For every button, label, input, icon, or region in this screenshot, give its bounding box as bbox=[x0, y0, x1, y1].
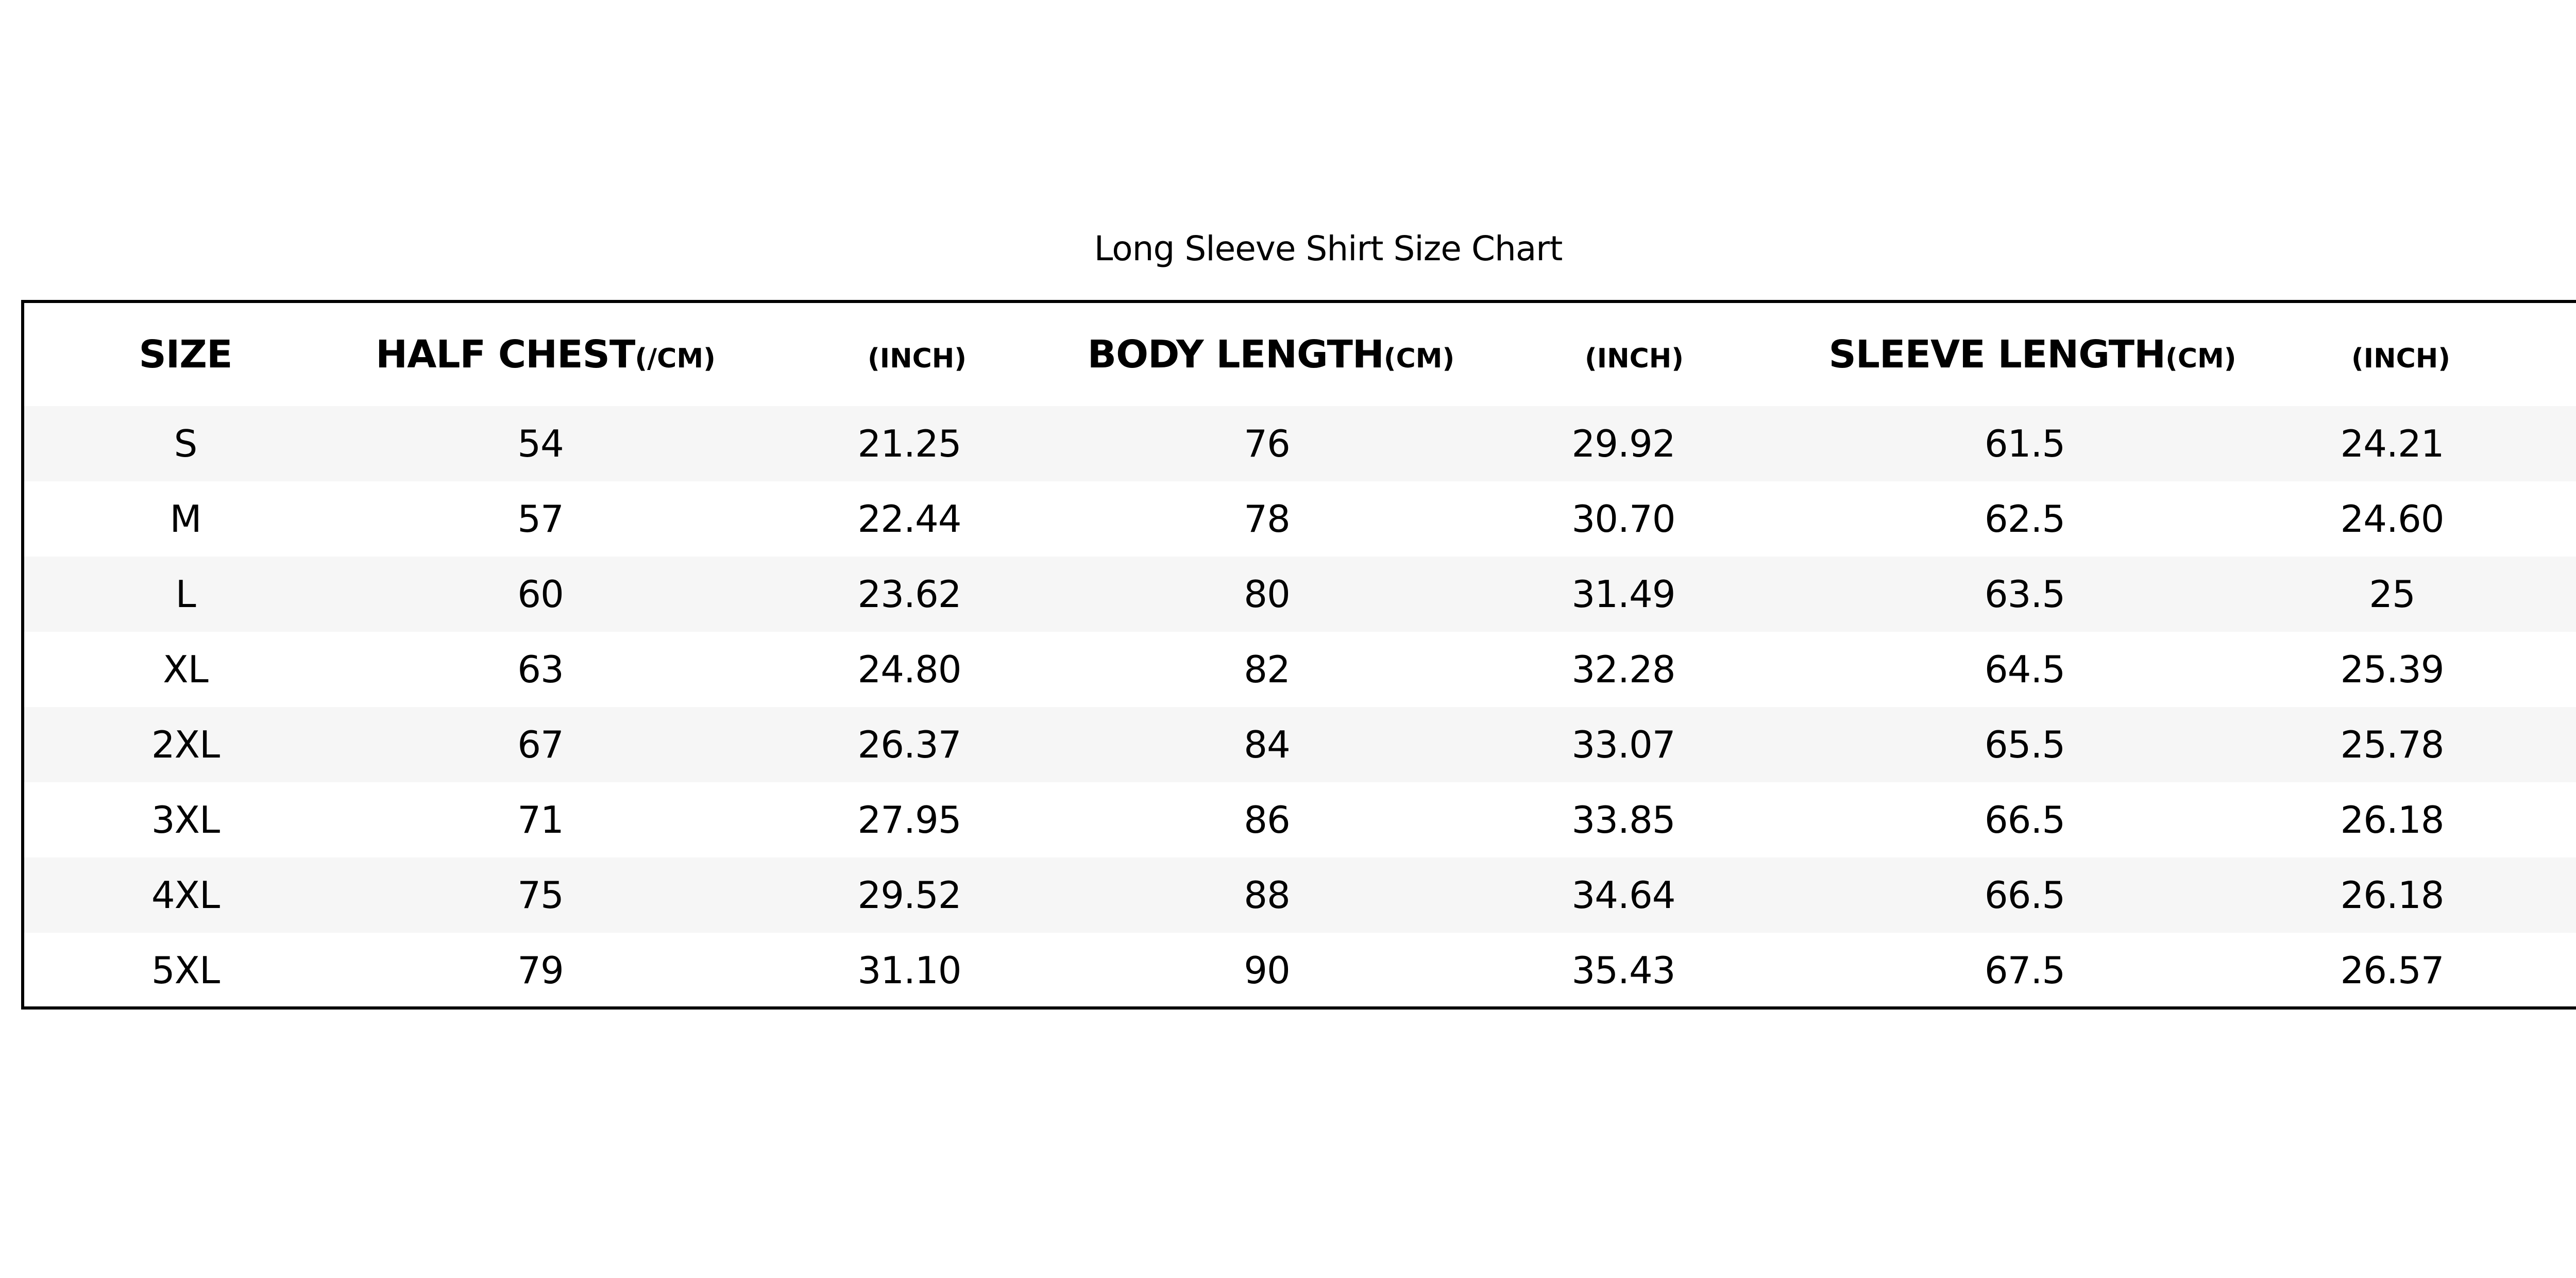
sleeve-length-cm-cell: 64.5 bbox=[1984, 648, 2065, 691]
body-length-inch-cell: 31.49 bbox=[1571, 573, 1675, 616]
sleeve-length-cm-cell: 65.5 bbox=[1984, 723, 2065, 766]
size-cell: 2XL bbox=[151, 723, 220, 766]
body-length-inch-cell: 29.92 bbox=[1571, 422, 1675, 465]
size-table bbox=[21, 300, 2576, 1010]
size-cell: 4XL bbox=[151, 873, 220, 917]
body-length-inch-cell: 33.07 bbox=[1571, 723, 1675, 766]
sleeve-length-cm-cell: 62.5 bbox=[1984, 497, 2065, 541]
half-chest-inch-cell: 31.10 bbox=[857, 949, 961, 992]
body-length-inch-cell: 30.70 bbox=[1571, 497, 1675, 541]
body-length-inch-cell: 33.85 bbox=[1571, 798, 1675, 842]
size-cell: M bbox=[170, 497, 201, 541]
chart-title: Long Sleeve Shirt Size Chart bbox=[1094, 229, 1563, 268]
sleeve-length-inch-cell: 26.18 bbox=[2340, 798, 2444, 842]
half-chest-cm-cell: 75 bbox=[517, 873, 564, 917]
sleeve-length-inch-cell: 24.21 bbox=[2340, 422, 2444, 465]
size-cell: 3XL bbox=[151, 798, 220, 842]
half-chest-inch-cell: 21.25 bbox=[857, 422, 961, 465]
sleeve-length-inch-cell: 25.39 bbox=[2340, 648, 2444, 691]
sleeve-length-cm-cell: 66.5 bbox=[1984, 798, 2065, 842]
body-length-cm-cell: 80 bbox=[1244, 573, 1290, 616]
body-length-cm-cell: 88 bbox=[1244, 873, 1290, 917]
body-length-cm-cell: 76 bbox=[1244, 422, 1290, 465]
sleeve-length-inch-cell: 26.18 bbox=[2340, 873, 2444, 917]
sleeve-length-cm-cell: 67.5 bbox=[1984, 949, 2065, 992]
sleeve-length-cm-cell: 66.5 bbox=[1984, 873, 2065, 917]
body-length-cm-cell: 78 bbox=[1244, 497, 1290, 541]
half-chest-inch-cell: 24.80 bbox=[857, 648, 961, 691]
half-chest-cm-cell: 67 bbox=[517, 723, 564, 766]
half-chest-cm-cell: 54 bbox=[517, 422, 564, 465]
sleeve-length-inch-cell: 25 bbox=[2369, 573, 2415, 616]
half-chest-inch-cell: 22.44 bbox=[857, 497, 961, 541]
body-length-cm-cell: 84 bbox=[1244, 723, 1290, 766]
half-chest-inch-cell: 29.52 bbox=[857, 873, 961, 917]
half-chest-inch-cell: 26.37 bbox=[857, 723, 961, 766]
table-row bbox=[24, 632, 2576, 707]
table-row bbox=[24, 406, 2576, 481]
table-header-row bbox=[24, 303, 2576, 406]
body-length-cm-cell: 82 bbox=[1244, 648, 1290, 691]
body-length-cm-cell: 86 bbox=[1244, 798, 1290, 842]
half-chest-inch-cell: 23.62 bbox=[857, 573, 961, 616]
header-body-length-cm: BODY LENGTH(CM) bbox=[1087, 332, 1455, 377]
sleeve-length-cm-cell: 63.5 bbox=[1984, 573, 2065, 616]
table-row bbox=[24, 557, 2576, 632]
sleeve-length-cm-cell: 61.5 bbox=[1984, 422, 2065, 465]
half-chest-cm-cell: 63 bbox=[517, 648, 564, 691]
header-half-chest-inch: (INCH) bbox=[867, 343, 967, 374]
header-sleeve-length-inch: (INCH) bbox=[2351, 343, 2451, 374]
half-chest-cm-cell: 57 bbox=[517, 497, 564, 541]
half-chest-inch-cell: 27.95 bbox=[857, 798, 961, 842]
half-chest-cm-cell: 79 bbox=[517, 949, 564, 992]
sleeve-length-inch-cell: 25.78 bbox=[2340, 723, 2444, 766]
table-row bbox=[24, 481, 2576, 557]
table-row bbox=[24, 933, 2576, 1008]
size-cell: L bbox=[175, 573, 196, 616]
table-row bbox=[24, 782, 2576, 857]
size-cell: S bbox=[174, 422, 197, 465]
sleeve-length-inch-cell: 26.57 bbox=[2340, 949, 2444, 992]
sleeve-length-inch-cell: 24.60 bbox=[2340, 497, 2444, 541]
body-length-inch-cell: 35.43 bbox=[1571, 949, 1675, 992]
header-size: SIZE bbox=[139, 332, 232, 377]
header-half-chest-cm: HALF CHEST(/CM) bbox=[376, 332, 716, 377]
header-sleeve-length-cm: SLEEVE LENGTH(CM) bbox=[1828, 332, 2236, 377]
half-chest-cm-cell: 60 bbox=[517, 573, 564, 616]
body-length-inch-cell: 34.64 bbox=[1571, 873, 1675, 917]
body-length-inch-cell: 32.28 bbox=[1571, 648, 1675, 691]
size-cell: 5XL bbox=[151, 949, 220, 992]
table-row bbox=[24, 857, 2576, 933]
header-body-length-inch: (INCH) bbox=[1584, 343, 1684, 374]
size-cell: XL bbox=[163, 648, 208, 691]
half-chest-cm-cell: 71 bbox=[517, 798, 564, 842]
body-length-cm-cell: 90 bbox=[1244, 949, 1290, 992]
table-row bbox=[24, 707, 2576, 782]
